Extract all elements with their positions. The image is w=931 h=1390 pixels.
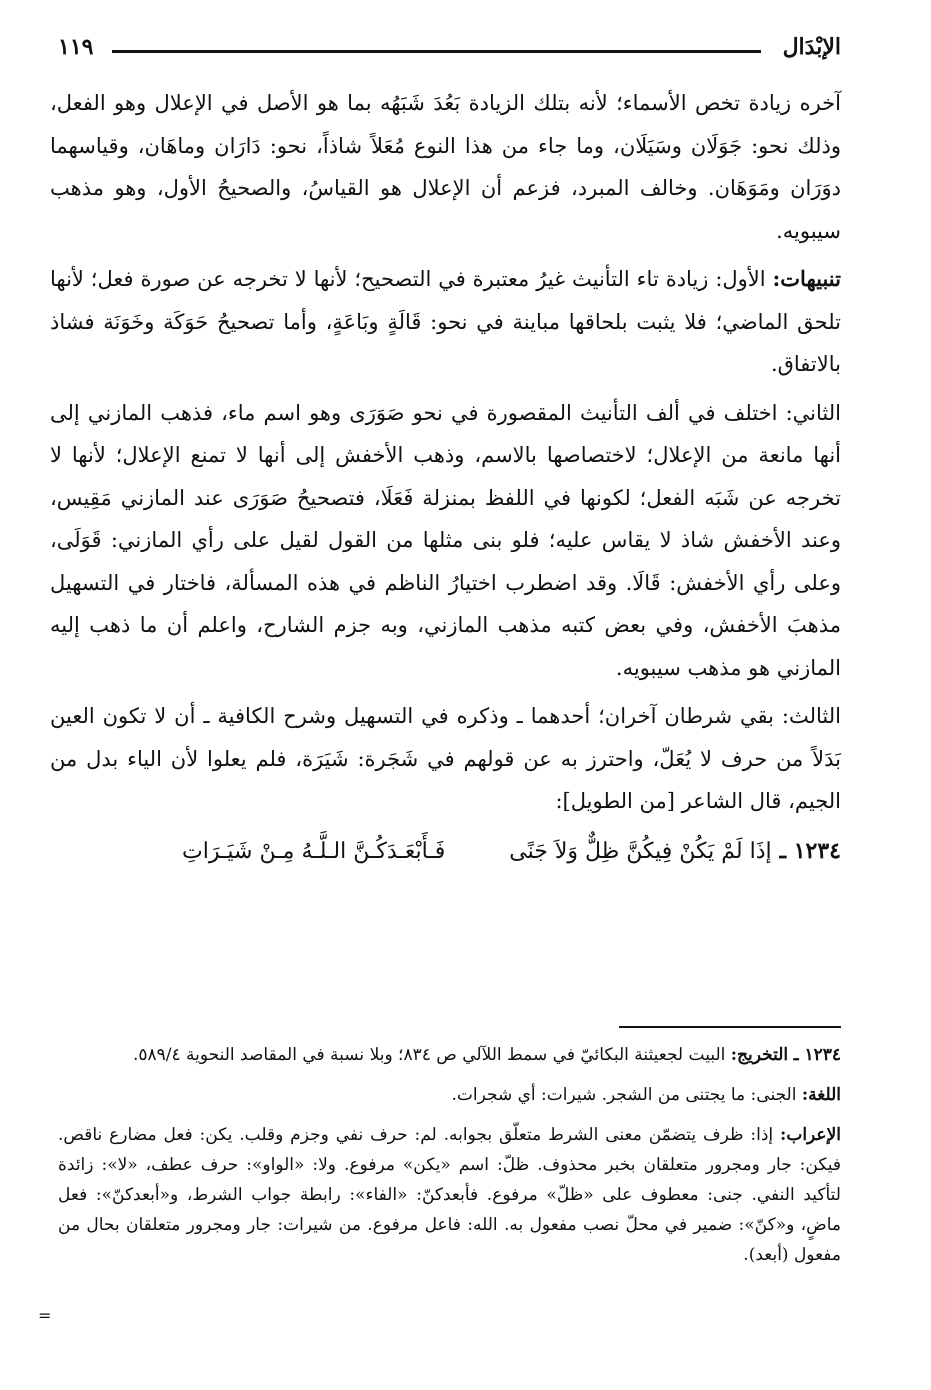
irab-text: إذا: ظرف يتضمّن معنى الشرط متعلّق بجوابه. لم: حرف نفي وجزم وقلب. يكن: فعل مضارع ناقص. فيكن: جار ومجرور متعلقان بخبر محذوف. ظلّ: اسم «يكن» مرفوع. ولا: «الواو»: حرف عطف، «لا»: زائدة لتأكيد النفي. جنى: معطوف على «ظلّ» مرفوع. فأبعدكنّ: «الفاء»: رابطة جواب الشرط، و«أبعدكنّ»: فعل ماضٍ، و«كنّ»: ضمير في محلّ نصب مفعول به. الله: فاعل مرفوع. من شيرات: جار ومجرور متعلقان بحال من مفعول (أبعد). bbox=[58, 1125, 841, 1265]
footnote-lugha bbox=[58, 1080, 841, 1110]
paragraph-third: الثالث: بقي شرطان آخران؛ أحدهما ـ وذكره في التسهيل وشرح الكافية ـ أن لا تكون العين بَدَلاً من حرف لا يُعَلّ، واحترز به عن قولهم في شَجَرة: شَيَرَة، فلم يعلوا لأن الياء بدل من الجيم، قال الشاعر [من الطويل]: bbox=[50, 704, 841, 813]
tanbihat-heading: تنبيهات: bbox=[772, 266, 841, 291]
footnotes bbox=[58, 1040, 841, 1280]
poem-verse bbox=[50, 829, 841, 874]
takhrij-text: البيت لجعيثنة البكائيّ في سمط اللآلي ص ٨٣٤؛ وبلا نسبة في المقاصد النحوية ٥٨٩/٤. bbox=[132, 1045, 731, 1065]
chapter-title: الإبْدَال bbox=[782, 34, 841, 60]
irab-label: الإعراب: bbox=[780, 1125, 841, 1145]
footnote-irab bbox=[58, 1120, 841, 1270]
paragraph-1: آخره زيادة تخص الأسماء؛ لأنه بتلك الزيادة بَعُدَ شَبَهُه بما هو الأصل في الإعلال وهو الفعل، وذلك نحو: جَوَلَان وسَيَلَان، وما جاء من هذا النوع مُعَلاً شاذاً، نحو: دَارَان وماهَان، وقياسهما دوَرَان ومَوَهَان. وخالف المبرد، فزعم أن الإعلال هو القياسُ، والصحيحُ الأول، وهو مذهب سيبويه. bbox=[50, 91, 841, 243]
verse-second-hemistich: فَـأَبْعَـدَكُـنَّ الـلَّـهُ مِـنْ شَيَـرَاتِ bbox=[182, 838, 446, 864]
lugha-text: الجنى: ما يجتنى من الشجر. شيرات: أي شجرات. bbox=[451, 1085, 802, 1105]
paragraph-tanbihat bbox=[50, 258, 841, 386]
paragraph-second: الثاني: اختلف في ألف التأنيث المقصورة في نحو صَوَرَى وهو اسم ماء، فذهب المازني إلى أنها مانعة من الإعلال؛ لاختصاصها بالاسم، وذهب الأخفش إلى أنها لا تمنع الإعلال؛ لأنها لا تخرجه عن شَبَه الفعل؛ لكونها في اللفظ بمنزلة فَعَلَا، فتصحيحُ صَوَرَى عند المازني مَقِيس، وعند الأخفش شاذ لا يقاس عليه؛ فلو بنى مثلها من القول لقيل على رأي المازني: قَوَلَى، وعلى رأي الأخفش: قَالَا. وقد اضطرب اختيارُ الناظم في هذه المسألة، فاختار في التسهيل مذهبَ الأخفش، وفي بعض كتبه مذهب المازني، وبه جزم الشارح، واعلم أن ما ذهب إليه المازني هو مذهب سيبويه. bbox=[50, 400, 841, 680]
page bbox=[38, 28, 841, 1368]
running-header bbox=[50, 34, 841, 64]
continuation-mark: = bbox=[38, 1306, 52, 1325]
footnote-takhrij bbox=[58, 1040, 841, 1070]
takhrij-label: التخريج: bbox=[730, 1045, 789, 1065]
verse-number: ١٢٣٤ ـ bbox=[779, 837, 841, 864]
footnote-separator bbox=[619, 1026, 841, 1028]
page-number: ١١٩ bbox=[58, 34, 94, 60]
verse-first-hemistich: إذَا لَمْ يَكُنْ فِيكُنَّ ظِلٌّ وَلاَ جَنًى bbox=[509, 838, 772, 864]
main-text bbox=[50, 82, 841, 874]
header-rule bbox=[112, 50, 761, 53]
footnote-number: ١٢٣٤ ـ bbox=[793, 1045, 841, 1065]
tanbihat-text: الأول: زيادة تاء التأنيث غيرُ معتبرة في التصحيح؛ لأنها لا تخرجه عن صورة فعل؛ لأنها تلحق الماضي؛ فلا يثبت بلحاقها مباينة في نحو: قَالَةٍ وبَاعَةٍ، وأما تصحيحُ حَوَكَة وخَوَنَة فشاذ بالاتفاق. bbox=[50, 267, 841, 376]
lugha-label: اللغة: bbox=[801, 1085, 841, 1105]
